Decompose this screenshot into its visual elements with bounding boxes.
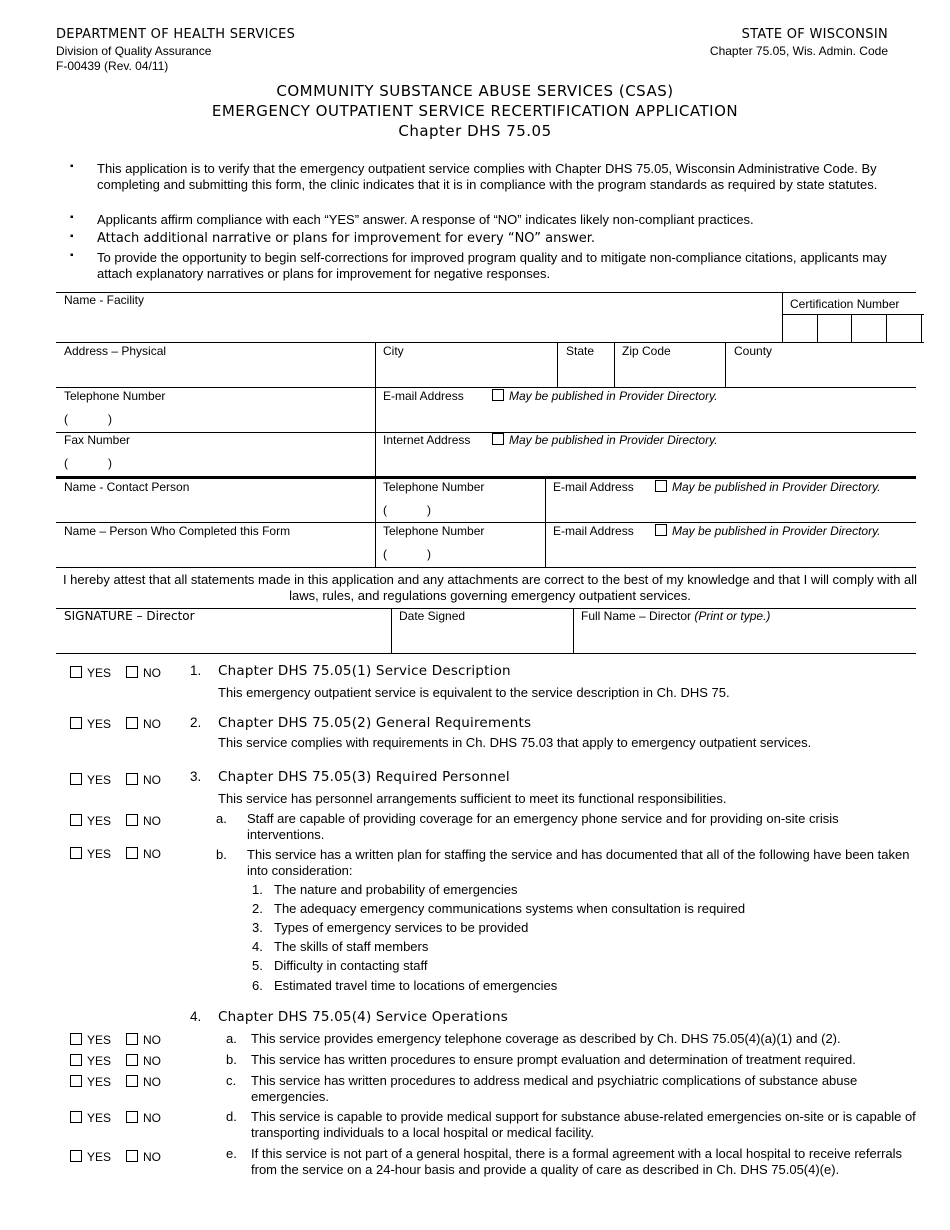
state-field[interactable]: State — [566, 344, 595, 358]
yes-checkbox[interactable] — [70, 1054, 82, 1066]
list-item — [252, 882, 518, 898]
list-item — [252, 920, 529, 936]
city-field[interactable]: City — [383, 344, 404, 358]
yes-no-group[interactable] — [70, 1033, 161, 1047]
contact-person-field[interactable]: Name - Contact Person — [64, 480, 190, 494]
yes-no-group[interactable] — [70, 1150, 161, 1164]
sub-item-text: This service provides emergency telephone coverage as described by Ch. DHS 75.05(4)(a)(1) and (2). — [251, 1031, 841, 1046]
question-number: 4. — [190, 1009, 202, 1024]
bullet-text: Applicants affirm compliance with each “YES” answer. A response of “NO” indicates likely non-compliant practices. — [97, 212, 754, 227]
no-checkbox[interactable] — [126, 717, 138, 729]
no-checkbox[interactable] — [126, 773, 138, 785]
yes-checkbox[interactable] — [70, 1111, 82, 1123]
yes-checkbox[interactable] — [70, 1033, 82, 1045]
list-item — [252, 978, 558, 994]
no-checkbox[interactable] — [126, 1054, 138, 1066]
contact-email-field[interactable]: E-mail Address — [553, 480, 634, 494]
question-text: This service complies with requirements in Ch. DHS 75.03 that apply to emergency outpatient services. — [218, 735, 812, 750]
checkbox-icon[interactable] — [655, 524, 667, 536]
list-number: 2. — [252, 901, 263, 916]
yes-no-group[interactable] — [70, 1054, 161, 1068]
no-label: NO — [143, 773, 161, 787]
yes-no-group[interactable] — [70, 717, 161, 731]
fax-area-code: ( ) — [64, 456, 112, 470]
yes-no-group[interactable] — [70, 666, 161, 680]
list-item — [252, 939, 429, 955]
fax-field[interactable]: Fax Number — [64, 433, 131, 447]
county-field[interactable]: County — [734, 344, 773, 358]
yes-checkbox[interactable] — [70, 717, 82, 729]
publish-label: May be published in Provider Directory. — [509, 389, 718, 403]
bullet-text: Attach additional narrative or plans for improvement for every “NO” answer. — [97, 231, 596, 246]
sub-item-label: e. — [226, 1146, 237, 1161]
telephone-field[interactable]: Telephone Number — [64, 389, 166, 403]
signature-field[interactable]: SIGNATURE – Director — [64, 609, 195, 623]
list-text: Difficulty in contacting staff — [274, 958, 428, 973]
contact-area-code: ( ) — [383, 503, 431, 517]
publish-email-checkbox[interactable] — [492, 389, 718, 403]
bullet-icon: ▪ — [70, 212, 74, 223]
list-text: The adequacy emergency communications systems when consultation is required — [274, 901, 746, 916]
yes-label: YES — [87, 773, 112, 787]
list-text: Estimated travel time to locations of emergencies — [274, 978, 558, 993]
yes-label: YES — [87, 1075, 112, 1089]
list-text: The nature and probability of emergencies — [274, 882, 518, 897]
title-line-1: COMMUNITY SUBSTANCE ABUSE SERVICES (CSAS) — [276, 82, 674, 100]
no-label: NO — [143, 847, 161, 861]
question-number: 2. — [190, 715, 202, 730]
director-name-hint: (Print or type.) — [694, 609, 771, 623]
internet-address-field[interactable]: Internet Address — [383, 433, 471, 447]
no-checkbox[interactable] — [126, 1075, 138, 1087]
no-checkbox[interactable] — [126, 814, 138, 826]
question-number: 3. — [190, 769, 202, 784]
no-checkbox[interactable] — [126, 666, 138, 678]
director-name-label: Full Name – Director — [581, 609, 692, 623]
list-number: 3. — [252, 920, 263, 935]
no-label: NO — [143, 814, 161, 828]
sub-item-text: This service has written procedures to address medical and psychiatric complications of substance abuse emergencies. — [251, 1073, 858, 1104]
list-number: 5. — [252, 958, 263, 973]
completed-by-email-field[interactable]: E-mail Address — [553, 524, 634, 538]
publish-internet-checkbox[interactable] — [492, 433, 718, 447]
yes-label: YES — [87, 847, 112, 861]
address-field[interactable]: Address – Physical — [64, 344, 167, 358]
bullet-icon: ▪ — [70, 250, 74, 261]
question-title: Chapter DHS 75.05(1) Service Description — [218, 663, 511, 679]
bullet-text: To provide the opportunity to begin self-corrections for improved program quality and to mitigate non-compliance citations, applicants may attach explanatory narratives or plans for improvement for negative responses. — [97, 250, 887, 281]
publish-label: May be published in Provider Directory. — [509, 433, 718, 447]
no-checkbox[interactable] — [126, 1111, 138, 1123]
state-name: STATE OF WISCONSIN — [741, 27, 888, 42]
yes-label: YES — [87, 1111, 112, 1125]
completed-by-area-code: ( ) — [383, 547, 431, 561]
sub-item-label: c. — [226, 1073, 237, 1088]
question-title: Chapter DHS 75.05(4) Service Operations — [218, 1009, 508, 1025]
no-label: NO — [143, 1075, 161, 1089]
yes-no-group[interactable] — [70, 814, 161, 828]
question-text: This service has personnel arrangements sufficient to meet its functional responsibilities. — [218, 791, 727, 806]
checkbox-icon[interactable] — [492, 389, 504, 401]
division-name: Division of Quality Assurance — [56, 44, 212, 58]
sub-item-label: d. — [226, 1109, 237, 1124]
yes-checkbox[interactable] — [70, 666, 82, 678]
sub-item-text: This service has written procedures to ensure prompt evaluation and determination of treatment required. — [251, 1052, 856, 1067]
yes-label: YES — [87, 1150, 112, 1164]
yes-checkbox[interactable] — [70, 1150, 82, 1162]
yes-label: YES — [87, 717, 112, 731]
no-label: NO — [143, 666, 161, 680]
contact-telephone-field[interactable]: Telephone Number — [383, 480, 485, 494]
no-checkbox[interactable] — [126, 1150, 138, 1162]
question-title: Chapter DHS 75.05(2) General Requirements — [218, 715, 532, 731]
certification-number-field[interactable]: Certification Number — [790, 297, 900, 311]
yes-no-group[interactable] — [70, 1111, 161, 1125]
yes-checkbox[interactable] — [70, 814, 82, 826]
question-text: This emergency outpatient service is equivalent to the service description in Ch. DHS 75. — [218, 685, 730, 700]
checkbox-icon[interactable] — [492, 433, 504, 445]
sub-item-text: If this service is not part of a general hospital, there is a formal agreement with a local hospital to receive referrals from the service on a 24-hour basis and provide a quality of care as described in Ch. DHS 75.05(4)(e). — [251, 1146, 903, 1177]
list-number: 4. — [252, 939, 263, 954]
sub-item-label: b. — [216, 847, 227, 862]
list-item — [252, 958, 428, 974]
yes-checkbox[interactable] — [70, 847, 82, 859]
publish-contact-email-checkbox[interactable] — [655, 480, 881, 494]
title-line-3: Chapter DHS 75.05 — [398, 122, 552, 140]
list-text: The skills of staff members — [274, 939, 429, 954]
sub-item-text: This service has a written plan for staffing the service and has documented that all of the following have been taken into consideration: — [247, 847, 910, 878]
publish-completed-email-checkbox[interactable] — [655, 524, 881, 538]
no-checkbox[interactable] — [126, 847, 138, 859]
admin-code: Chapter 75.05, Wis. Admin. Code — [709, 44, 888, 58]
attestation-text: I hereby attest that all statements made in this application and any attachments are correct to the best of my knowledge and that I will comply with all laws, rules, and regulations governing emergency outpatient services. — [62, 572, 918, 603]
no-label: NO — [143, 717, 161, 731]
yes-label: YES — [87, 814, 112, 828]
form-number: F-00439 (Rev. 04/11) — [56, 59, 169, 73]
yes-no-group[interactable] — [70, 847, 161, 861]
zip-code-field[interactable]: Zip Code — [622, 344, 671, 358]
email-field[interactable]: E-mail Address — [383, 389, 464, 403]
yes-label: YES — [87, 1054, 112, 1068]
list-number: 6. — [252, 978, 263, 993]
list-number: 1. — [252, 882, 263, 897]
yes-label: YES — [87, 666, 112, 680]
no-checkbox[interactable] — [126, 1033, 138, 1045]
sub-item-label: a. — [216, 811, 227, 826]
date-signed-field[interactable]: Date Signed — [399, 609, 466, 623]
publish-label: May be published in Provider Directory. — [672, 480, 881, 494]
bullet-icon: ▪ — [70, 161, 74, 172]
sub-item-text: Staff are capable of providing coverage for an emergency phone service and for providing on-site crisis interventions. — [247, 811, 839, 842]
no-label: NO — [143, 1054, 161, 1068]
checkbox-icon[interactable] — [655, 480, 667, 492]
completed-by-telephone-field[interactable]: Telephone Number — [383, 524, 485, 538]
sub-item-text: This service is capable to provide medical support for substance abuse-related emergencies on-site or is capable of transporting individuals to a local hospital or medical facility. — [251, 1109, 916, 1140]
yes-no-group[interactable] — [70, 1075, 161, 1089]
title-line-2: EMERGENCY OUTPATIENT SERVICE RECERTIFICATION APPLICATION — [211, 102, 739, 120]
telephone-area-code: ( ) — [64, 412, 112, 426]
yes-checkbox[interactable] — [70, 1075, 82, 1087]
sub-item-label: a. — [226, 1031, 237, 1046]
list-item — [252, 901, 746, 917]
publish-label: May be published in Provider Directory. — [672, 524, 881, 538]
list-text: Types of emergency services to be provided — [274, 920, 529, 935]
director-name-field[interactable] — [581, 609, 770, 623]
no-label: NO — [143, 1150, 161, 1164]
yes-checkbox[interactable] — [70, 773, 82, 785]
yes-no-group[interactable] — [70, 773, 161, 787]
question-title: Chapter DHS 75.05(3) Required Personnel — [218, 769, 510, 785]
yes-label: YES — [87, 1033, 112, 1047]
no-label: NO — [143, 1033, 161, 1047]
bullet-text: This application is to verify that the emergency outpatient service complies with Chapter DHS 75.05, Wisconsin Administrative Code. By completing and submitting this form, the clinic indicates that it is in compliance with the program standards as required by state statutes. — [97, 161, 878, 192]
question-number: 1. — [190, 663, 202, 678]
completed-by-field[interactable]: Name – Person Who Completed this Form — [64, 524, 291, 538]
department-name: DEPARTMENT OF HEALTH SERVICES — [56, 27, 296, 42]
no-label: NO — [143, 1111, 161, 1125]
facility-name-field[interactable]: Name - Facility — [64, 293, 145, 307]
sub-item-label: b. — [226, 1052, 237, 1067]
bullet-icon: ▪ — [70, 231, 74, 242]
